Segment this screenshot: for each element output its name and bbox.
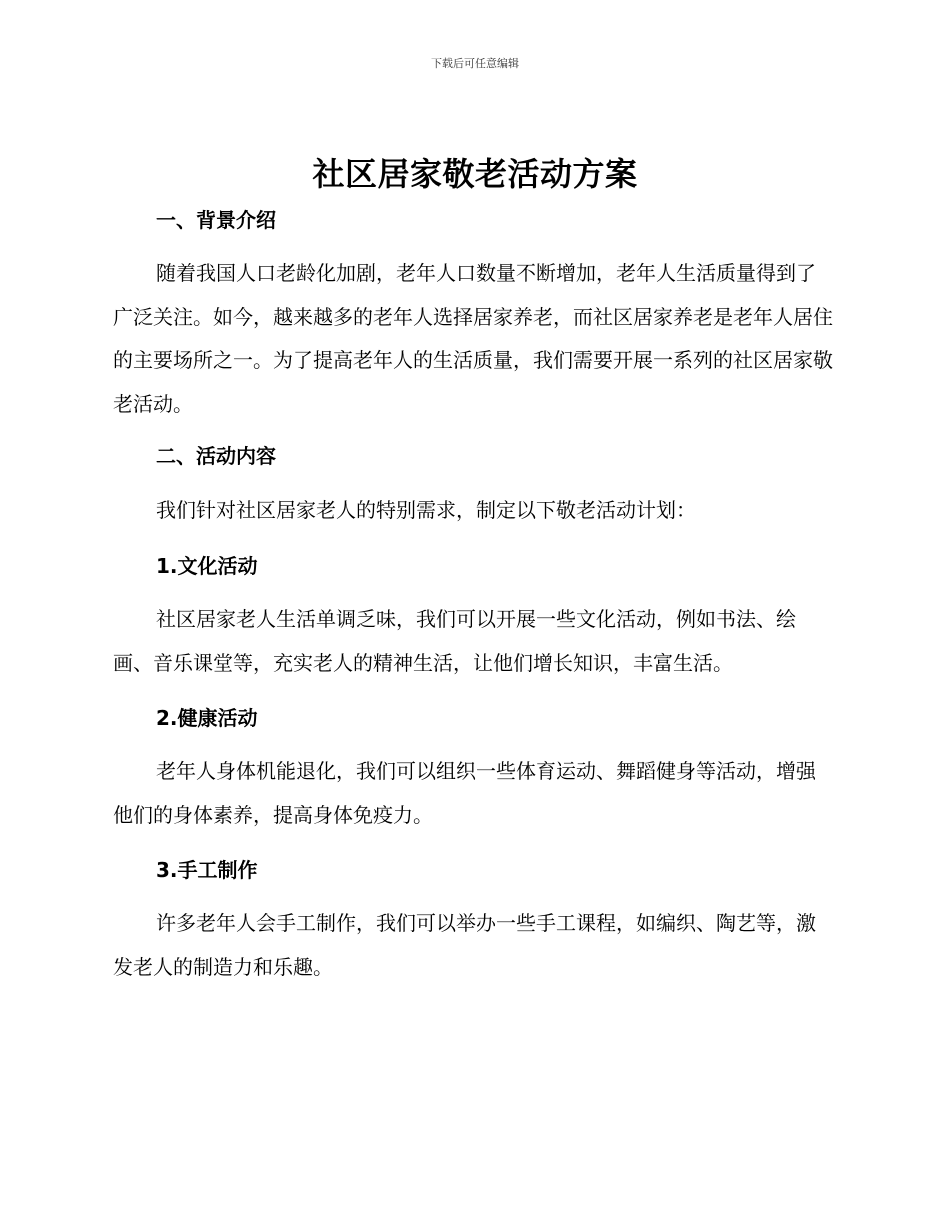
section-heading-content: 二、活动内容 xyxy=(156,444,276,468)
section-paragraph-culture: 社区居家老人生活单调乏味，我们可以开展一些文化活动，例如书法、绘画、音乐课堂等，充实老人的精神生活，让他们增长知识，丰富生活。 xyxy=(113,607,796,675)
section-heading-culture: 1.文化活动 xyxy=(156,554,258,578)
header-note: 下载后可任意编辑 xyxy=(431,57,519,70)
section-paragraph-health: 老年人身体机能退化，我们可以组织一些体育运动、舞蹈健身等活动，增强他们的身体素养，提高身体免疫力。 xyxy=(113,759,816,827)
section-paragraph-background: 随着我国人口老龄化加剧，老年人口数量不断增加，老年人生活质量得到了广泛关注。如今，越来越多的老年人选择居家养老，而社区居家养老是老年人居住的主要场所之一。为了提高老年人的生活质量，我们需要开展一系列的社区居家敬老活动。 xyxy=(113,261,833,416)
section-heading-handcraft: 3.手工制作 xyxy=(156,858,258,882)
document-title: 社区居家敬老活动方案 xyxy=(312,155,638,193)
section-heading-health: 2.健康活动 xyxy=(156,706,258,730)
section-heading-background: 一、背景介绍 xyxy=(156,208,276,232)
section-paragraph-content: 我们针对社区居家老人的特别需求，制定以下敬老活动计划： xyxy=(156,498,696,522)
section-paragraph-handcraft: 许多老年人会手工制作，我们可以举办一些手工课程，如编织、陶艺等，激发老人的制造力和乐趣。 xyxy=(113,911,816,979)
